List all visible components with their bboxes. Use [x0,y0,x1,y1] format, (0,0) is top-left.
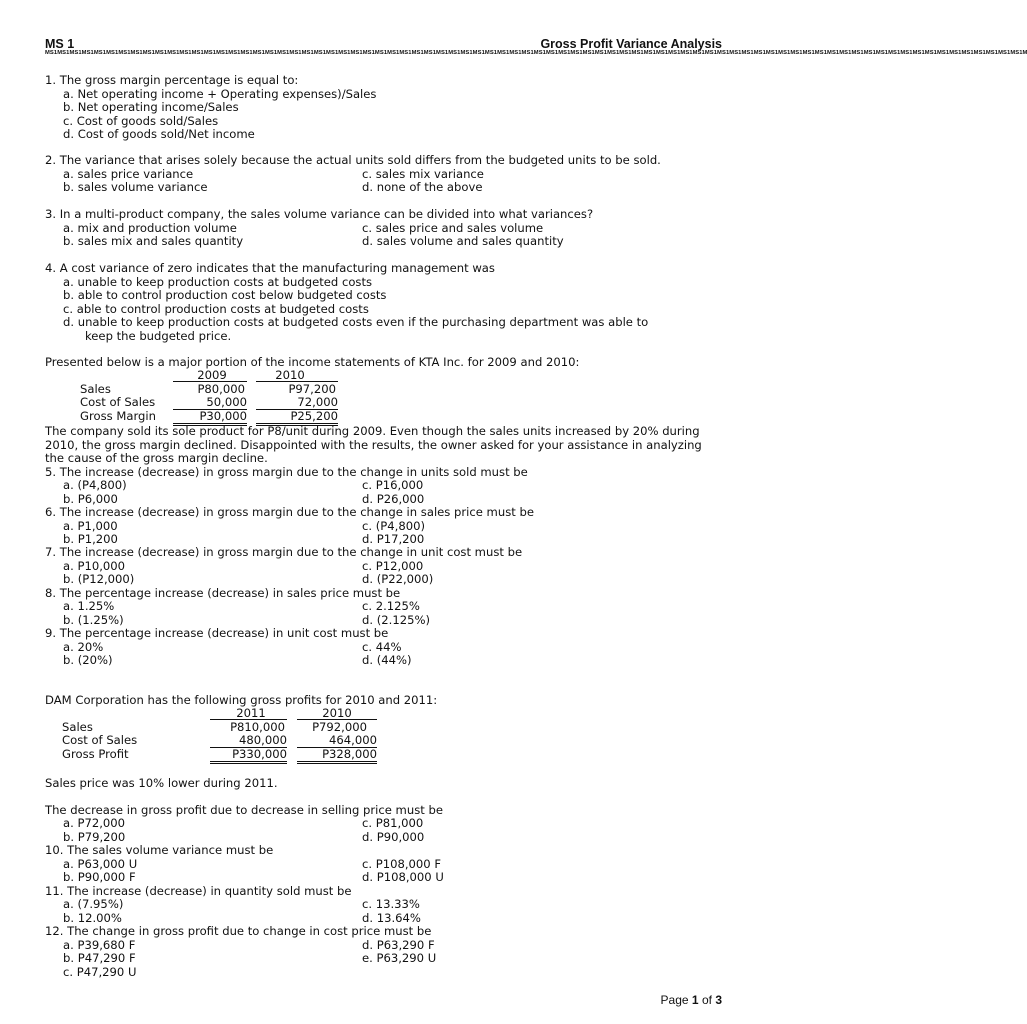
q5-option-b: b. P6,000 [63,492,118,506]
q1-option-b: b. Net operating income/Sales [63,100,239,114]
question-4-stem: 4. A cost variance of zero indicates that the manufacturing management was [45,261,495,275]
q1-option-c: c. Cost of goods sold/Sales [63,114,219,128]
q11-option-d: d. 13.64% [362,911,421,925]
q6-option-b: b. P1,200 [63,532,118,546]
question-selling-price-stem: The decrease in gross profit due to decrease in selling price must be [45,803,443,817]
kta-row-label: Gross Margin [80,409,156,423]
q7-option-a: a. P10,000 [63,559,126,573]
qsp-option-a: a. P72,000 [63,816,126,830]
q12-option-e: e. P63,290 U [362,951,437,965]
kta-cell: 50,000 [173,395,247,410]
q4-option-d-continued: keep the budgeted price. [85,329,232,343]
q5-option-a: a. (P4,800) [63,478,127,492]
question-8-stem: 8. The percentage increase (decrease) in sales price must be [45,586,401,600]
qsp-option-c: c. P81,000 [362,816,424,830]
page-number [661,993,722,1007]
question-10-stem: 10. The sales volume variance must be [45,843,274,857]
q3-option-c: c. sales price and sales volume [362,221,544,235]
question-12-stem: 12. The change in gross profit due to change in cost price must be [45,924,432,938]
q2-option-b: b. sales volume variance [63,180,208,194]
kta-col-2010: 2010 [275,368,305,382]
q2-option-c: c. sales mix variance [362,167,484,181]
q10-option-d: d. P108,000 U [362,870,444,884]
q10-option-c: c. P108,000 F [362,857,442,871]
kta-intro: Presented below is a major portion of the income statements of KTA Inc. for 2009 and 2010: [45,355,580,369]
q2-option-a: a. sales price variance [63,167,194,181]
q9-option-d: d. (44%) [362,653,412,667]
q9-option-a: a. 20% [63,640,104,654]
q10-option-b: b. P90,000 F [63,870,136,884]
q4-option-c: c. able to control production costs at budgeted costs [63,302,369,316]
q12-option-c: c. P47,290 U [63,965,137,979]
kta-paragraph-line: The company sold its sole product for P8/unit during 2009. Even though the sales units increased by 20% during [45,424,700,438]
dam-cell: P328,000 [297,747,377,764]
q5-option-d: d. P26,000 [362,492,425,506]
kta-cell: P97,200 [288,382,336,396]
header-right-title: Gross Profit Variance Analysis [540,37,722,51]
q4-option-d: d. unable to keep production costs at budgeted costs even if the purchasing department was able to [63,315,649,329]
question-7-stem: 7. The increase (decrease) in gross margin due to the change in unit cost must be [45,545,523,559]
dam-cell: 464,000 [297,733,377,748]
q6-option-a: a. P1,000 [63,519,118,533]
q8-option-a: a. 1.25% [63,599,115,613]
kta-paragraph-line: the cause of the gross margin decline. [45,451,268,465]
q7-option-c: c. P12,000 [362,559,424,573]
question-3-stem: 3. In a multi-product company, the sales volume variance can be divided into what variances? [45,207,594,221]
q6-option-d: d. P17,200 [362,532,425,546]
q6-option-c: c. (P4,800) [362,519,425,533]
dam-cell: P792,000 [312,720,367,734]
kta-row-label: Cost of Sales [80,395,156,409]
q3-option-a: a. mix and production volume [63,221,237,235]
current-page: 1 [691,993,699,1007]
header-pattern-strip: MS1MS1MS1MS1MS1MS1MS1MS1MS1MS1MS1MS1MS1MS1MS1MS1MS1MS1MS1MS1MS1MS1MS1MS1MS1MS1MS1MS1MS1MS1MS1MS1MS1MS1MS1MS1MS1MS1MS1MS1MS1MS1MS1MS1MS1MS1MS1MS1MS1MS1MS1MS1MS1MS1MS1MS1MS1MS1MS1MS1MS1MS1MS1MS1MS1MS1MS1MS1MS1MS1MS1MS1MS1MS1MS1MS1MS1MS1MS1MS1M [45,50,1027,56]
q9-option-b: b. (20%) [63,653,113,667]
total-pages: 3 [715,993,722,1007]
question-6-stem: 6. The increase (decrease) in gross margin due to the change in sales price must be [45,505,534,519]
dam-cell: P810,000 [230,720,285,734]
kta-cell: 72,000 [256,395,338,410]
q8-option-d: d. (2.125%) [362,613,430,627]
q12-option-a: a. P39,680 F [63,938,136,952]
kta-row-label: Sales [80,382,111,396]
q11-option-b: b. 12.00% [63,911,122,925]
question-1-stem: 1. The gross margin percentage is equal to: [45,73,299,87]
dam-row-label: Gross Profit [62,747,129,761]
q8-option-c: c. 2.125% [362,599,420,613]
q11-option-c: c. 13.33% [362,897,420,911]
dam-note: Sales price was 10% lower during 2011. [45,776,278,790]
q7-option-b: b. (P12,000) [63,572,135,586]
q1-option-d: d. Cost of goods sold/Net income [63,127,255,141]
question-5-stem: 5. The increase (decrease) in gross margin due to the change in units sold must be [45,465,528,479]
page-word: Page [660,993,689,1007]
q11-option-a: a. (7.95%) [63,897,124,911]
q7-option-d: d. (P22,000) [362,572,434,586]
dam-cell: P330,000 [210,747,287,764]
q12-option-d: d. P63,290 F [362,938,435,952]
dam-row-label: Cost of Sales [62,733,138,747]
q3-option-d: d. sales volume and sales quantity [362,234,564,248]
q4-option-b: b. able to control production cost below budgeted costs [63,288,387,302]
kta-paragraph-line: 2010, the gross margin declined. Disappointed with the results, the owner asked for your assistance in analyzing [45,438,702,452]
kta-cell: P25,200 [256,409,338,426]
dam-col-2010: 2010 [322,706,352,720]
dam-col-2011: 2011 [236,706,266,720]
question-2-stem: 2. The variance that arises solely because the actual units sold differs from the budgeted units to be sold. [45,153,661,167]
header-left-title: MS 1 [45,37,75,51]
q2-option-d: d. none of the above [362,180,483,194]
dam-row-label: Sales [62,720,93,734]
qsp-option-b: b. P79,200 [63,830,126,844]
of-word: of [701,993,712,1007]
q5-option-c: c. P16,000 [362,478,424,492]
q4-option-a: a. unable to keep production costs at budgeted costs [63,275,373,289]
q10-option-a: a. P63,000 U [63,857,138,871]
question-9-stem: 9. The percentage increase (decrease) in unit cost must be [45,626,389,640]
q1-option-a: a. Net operating income + Operating expenses)/Sales [63,87,377,101]
kta-cell: P30,000 [173,409,247,426]
q9-option-c: c. 44% [362,640,402,654]
dam-cell: 480,000 [210,733,287,748]
kta-cell: P80,000 [197,382,245,396]
q3-option-b: b. sales mix and sales quantity [63,234,244,248]
dam-intro: DAM Corporation has the following gross profits for 2010 and 2011: [45,693,438,707]
q8-option-b: b. (1.25%) [63,613,124,627]
qsp-option-d: d. P90,000 [362,830,425,844]
kta-col-2009: 2009 [197,368,227,382]
q12-option-b: b. P47,290 F [63,951,136,965]
question-11-stem: 11. The increase (decrease) in quantity sold must be [45,884,352,898]
